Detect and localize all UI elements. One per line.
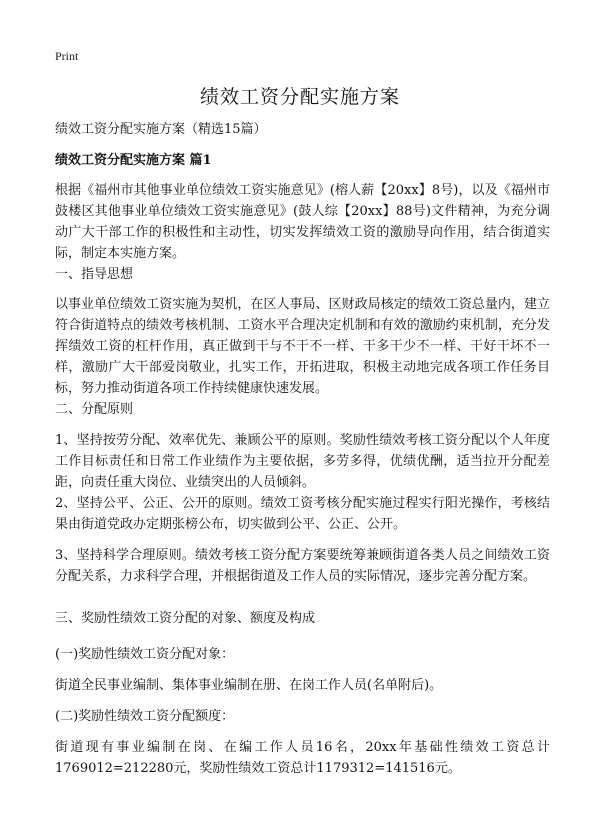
subsection-heading-objects: (一)奖励性绩效工资分配对象：: [55, 647, 235, 662]
principle-paragraph-1: 1、坚持按劳分配、效率优先、兼顾公平的原则。奖励性绩效考核工资分配以个人年度工作目标责任和日常工作业绩作为主要依据，多劳多得，优绩优酬，适当拉开分配差距，向责任重大岗位、业绩突出的人员倾斜。: [55, 433, 550, 490]
page-title: 绩效工资分配实施方案: [199, 86, 400, 108]
subsection-text-amounts: 街道现有事业编制在岗、在编工作人员16名，20xx年基础性绩效工资总计1769012=212280元，奖励性绩效工资总计1179312=141516元。: [55, 740, 550, 776]
principle-paragraph-2: 2、坚持公平、公正、公开的原则。绩效工资考核分配实施过程实行阳光操作，考核结果由街道党政办定期张榜公布，切实做到公平、公正、公开。: [55, 496, 550, 532]
subsection-heading-amounts: (二)奖励性绩效工资分配额度：: [55, 709, 235, 724]
subsection-text-objects: 街道全民事业编制、集体事业编制在册、在岗工作人员(名单附后)。: [55, 678, 443, 693]
intro-paragraph: 根据《福州市其他事业单位绩效工资实施意见》(榕人薪【20xx】8号)，以及《福州市鼓楼区其他事业单位绩效工资实施意见》(鼓人综【20xx】88号)文件精神，为充分调动广大干部工作的积极性和主动性，切实发挥绩效工资的激励导向作用，结合街道实际，制定本实施方案。: [55, 183, 550, 261]
article-heading: 绩效工资分配实施方案 篇1: [55, 153, 212, 168]
section-heading-objects-and-amounts: 三、奖励性绩效工资分配的对象、额度及构成: [55, 611, 316, 626]
print-link[interactable]: Print: [55, 49, 79, 63]
document-subtitle: 绩效工资分配实施方案（精选15篇）: [55, 122, 267, 137]
section-heading-distribution-principles: 二、分配原则: [55, 402, 134, 417]
section-heading-guiding-ideology: 一、指导思想: [55, 267, 134, 282]
principle-paragraph-3: 3、坚持科学合理原则。绩效考核工资分配方案要统筹兼顾街道各类人员之间绩效工资分配关系，力求科学合理，并根据街道及工作人员的实际情况，逐步完善分配方案。: [55, 548, 550, 584]
guiding-ideology-paragraph: 以事业单位绩效工资实施为契机，在区人事局、区财政局核定的绩效工资总量内，建立符合街道特点的绩效考核机制、工资水平合理决定机制和有效的激励约束机制，充分发挥绩效工资的杠杆作用，真正做到干与不干不一样、干多干少不一样、干好干坏不一样，激励广大干部爱岗敬业，扎实工作，开拓进取，积极主动地完成各项工作任务目标，努力推动街道各项工作持续健康快速发展。: [55, 297, 550, 396]
